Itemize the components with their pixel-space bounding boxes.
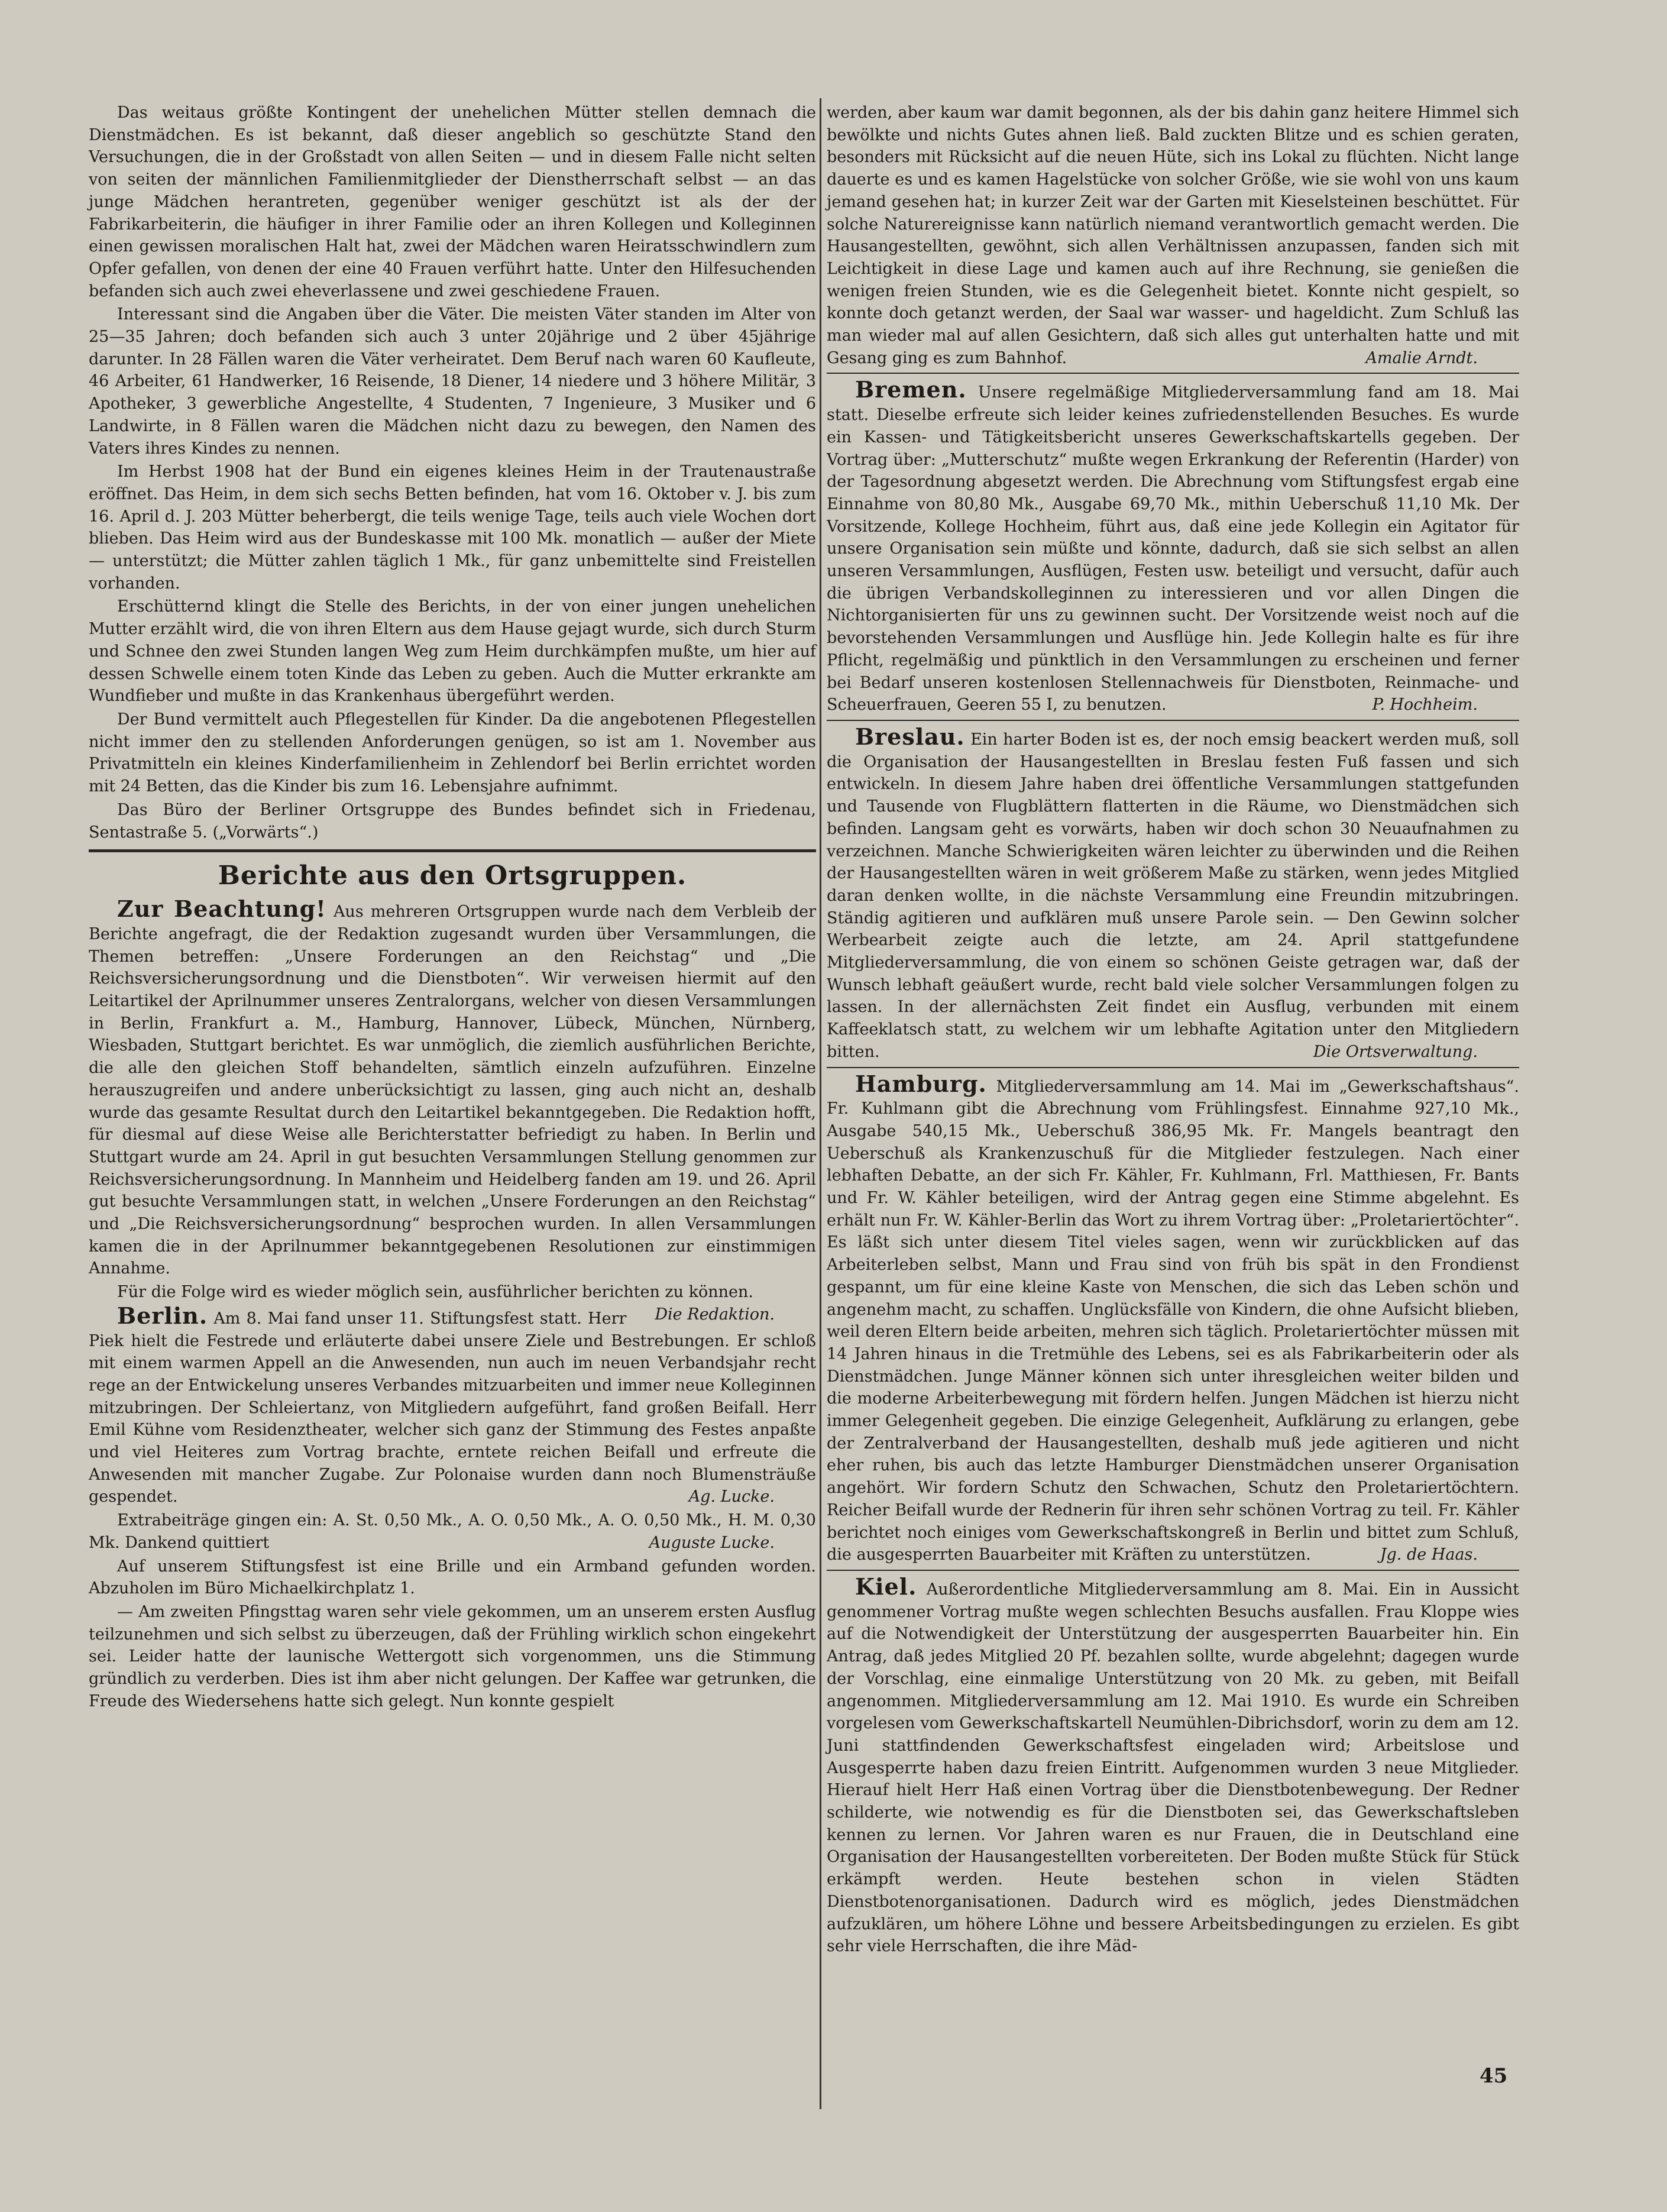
signature: Auguste Lucke. (649, 1533, 775, 1552)
signature: Amalie Arndt. (1365, 348, 1478, 367)
report-title: Bremen. (855, 376, 967, 403)
column-divider (820, 98, 821, 2109)
paragraph (827, 102, 1519, 369)
signature: Jg. de Haas. (1380, 1545, 1478, 1564)
report-text: Am 8. Mai fand unser 11. Stiftungsfest statt. Herr Piek hielt die Festrede und erläuterte dabei unsere Ziele und Bestrebungen. Er schloß mit einem warmen Appell an die Anwesenden, nun auch im neuen Verbandsjahr recht rege an der Entwickelung unseres Verbandes mitzuarbeiten und immer neue Kolleginnen mitzubringen. Der Schleiertanz, von Mitgliedern aufgeführt, fand großen Beifall. Herr Emil Kühne vom Residenztheater, welcher sich ganz der Stimmung des Festes anpaßte und viel Heiteres zum Vortrag brachte, erntete reichen Beifall und erfreute die Anwesenden mit mancher Zugabe. Zur Polonaise wurden dann noch Blumensträuße gespendet. (89, 1309, 816, 1506)
notice-end: Für die Folge wird es wieder möglich sein, ausführlicher berichten zu können. (117, 1283, 753, 1302)
paragraph: Im Herbst 1908 hat der Bund ein eigenes kleines Heim in der Trautenaustraße eröffnet. Das Heim, in dem sich sechs Betten befinden, hat vom 16. Oktober v. J. bis zum 16. April d. J. 203 Mütter beherbergt, die teils wenige Tage, teils auch viele Wochen dort blieben. Das Heim wird aus der Bundeskasse mit 100 Mk. monatlich — außer der Miete — unterstützt; die Mütter zahlen täglich 1 Mk., für ganz unbemittelte sind Freistellen vorhanden. (89, 463, 816, 593)
signature: Die Redaktion. (655, 1305, 775, 1324)
paragraph: — Am zweiten Pfingsttag waren sehr viele gekommen, um an unserem ersten Ausflug teilzunehmen und sich selbst zu überzeugen, daß der Frühling wirklich schon eingekehrt sei. Leider hatte der launische Wettergott sich vorgenommen, uns die Stimmung gründlich zu verderben. Dies ist ihm aber nicht gelungen. Der Kaffee war getrunken, die Freude des Wiedersehens hatte sich gelegt. Nun konnte gespielt (89, 1603, 816, 1710)
report-text: Unsere regelmäßige Mitgliederversammlung fand am 18. Mai statt. Dieselbe erfreute sich leider keines zufriedenstellenden Besuches. Es wurde ein Kassen- und Tätigkeitsbericht unseres Gewerkschaftskartells gegeben. Der Vortrag über: „Mutterschutz“ mußte wegen Erkrankung der Referentin (Harder) von der Tagesordnung abgesetzt werden. Die Abrechnung vom Stiftungsfest ergab eine Einnahme von 80,80 Mk., Ausgabe 69,70 Mk., mithin Ueberschuß 11,10 Mk. Der Vorsitzende, Kollege Hochheim, führt aus, daß eine jede Kollegin ein Agitator für unsere Organisation sein müßte und könnte, dadurch, daß sie sich selbst an allen unseren Versammlungen, Ausflügen, Festen usw. beteiligt und versucht, dafür auch die übrigen Verbandskolleginnen zu interessieren und vor allen Dingen die Nichtorganisierten für uns zu gewinnen sucht. Der Vorsitzende weist noch auf die bevorstehenden Versammlungen und Ausflüge hin. Jede Kollegin halte es für ihre Pflicht, regelmäßig und pünktlich in den Versammlungen zu erscheinen und ferner bei Bedarf unseren kostenlosen Stellennachweis für Dienstboten, Reinmache- und Scheuerfrauen, Geeren 55 I, zu benutzen. (827, 383, 1519, 714)
report-title: Breslau. (855, 723, 965, 750)
report-title: Kiel. (855, 1573, 917, 1600)
report-text: Mitgliederversammlung am 14. Mai im „Gewerkschaftshaus“. Fr. Kuhlmann gibt die Abrechnung vom Frühlingsfest. Einnahme 927,10 Mk., Ausgabe 540,15 Mk., Ueberschuß 386,95 Mk. Fr. Mangels beantragt den Ueberschuß als Krankenzuschuß für die Mitglieder festzulegen. Nach einer lebhaften Debatte, an der sich Fr. Kähler, Fr. Kuhlmann, Frl. Matthiesen, Fr. Bants und Fr. W. Kähler beteiligen, wird der Antrag gegen eine Stimme abgelehnt. Es erhält nun Fr. W. Kähler-Berlin das Wort zu ihrem Vortrag über: „Proletariertöchter“. Es läßt sich unter diesem Titel vieles sagen, wenn wir zurückblicken auf das Arbeiterleben selbst, Mann und Frau sind von früh bis spät in den Frondienst gespannt, um für eine kleine Kaste von Menschen, die sich das Leben schön und angenehm macht, zu schaffen. Unglücksfälle von Kindern, die ohne Aufsicht blieben, weil deren Eltern beide arbeiten, mehren sich täglich. Proletariertöchter müssen mit 14 Jahren hinaus in die Tretmühle des Lebens, sei es als Fabrikarbeiterin oder als Dienstmädchen. Junge Männer können sich unter ihresgleichen weiter bilden und die moderne Arbeiterbewegung mit fördern helfen. Jungen Mädchen ist hierzu nicht immer Gelegenheit gegeben. Die einzige Gelegenheit, Aufklärung zu erlangen, gebe der Zentralverband der Hausangestellten, deshalb muß jede agitieren und nicht eher ruhen, bis auch das letzte Hamburger Dienstmädchen unserer Organisation angehört. Wir fordern Schutz den Schwachen, Schutz den Proletariertöchtern. Reicher Beifall wurde der Rednerin für ihren sehr schönen Vortrag zu teil. Fr. Kähler berichtet noch einiges vom Gewerkschaftskongreß in Berlin und bittet zum Schluß, die ausgesperrten Bauarbeiter mit Kräften zu unterstützen. (827, 1077, 1519, 1564)
paragraph (89, 1509, 816, 1554)
paragraph: Der Bund vermittelt auch Pflegestellen für Kinder. Da die angebotenen Pflegestellen nicht immer den zu stellenden Anforderungen genügen, so ist am 1. November aus Privatmitteln ein kleines Kinderfamilienheim in Zehlendorf bei Berlin errichtet worden mit 24 Betten, das die Kinder bis zum 16. Lebensjahre aufnimmt. (89, 710, 816, 796)
report-text: Extrabeiträge gingen ein: A. St. 0,50 Mk., A. O. 0,50 Mk., A. O. 0,50 Mk., H. M. 0,30 Mk. Dankend quittiert (89, 1511, 816, 1552)
notice-paragraph (89, 895, 816, 1280)
section-heading: Berichte aus den Ortsgruppen. (218, 861, 687, 891)
report-breslau (827, 723, 1519, 1063)
report-rule (827, 720, 1519, 721)
signature: Ag. Lucke. (688, 1487, 775, 1506)
report-rule (827, 373, 1519, 374)
signature: P. Hochheim. (1372, 696, 1478, 714)
report-title: Hamburg. (855, 1070, 987, 1097)
report-hamburg (827, 1070, 1519, 1566)
paragraph: Das weitaus größte Kontingent der unehelichen Mütter stellen demnach die Dienstmädchen. Es ist bekannt, daß dieser angeblich so geschützte Stand den Versuchungen, die in der Großstadt von allen Seiten — und in diesem Falle nicht selten von seiten der männlichen Familienmitglieder der Dienstherrschaft selbst — an das junge Mädchen herantreten, gegenüber weniger geschützt ist als der der Fabrikarbeiterin, die häufiger in ihrer Familie oder an ihren Kollegen und Kolleginnen einen gewissen moralischen Halt hat, zwei der Mädchen waren Heiratsschwindlern zum Opfer gefallen, von denen der eine 40 Frauen verführt hatte. Unter den Hilfesuchenden befanden sich auch zwei eheverlassene und zwei geschiedene Frauen. (89, 104, 816, 300)
report-text: werden, aber kaum war damit begonnen, als der bis dahin ganz heitere Himmel sich bewölkte und nichts Gutes ahnen ließ. Bald zuckten Blitze und es schien geraten, besonders mit Rücksicht auf die neuen Hüte, sich ins Lokal zu flüchten. Nicht lange dauerte es und es kamen Hagelstücke von solcher Größe, wie sie wohl von uns kaum jemand gesehen hat; in kurzer Zeit war der Garten mit Kieselsteinen beschüttet. Für solche Naturereignisse kann natürlich niemand verantwortlich gemacht werden. Die Hausangestellten, gewöhnt, sich allen Verhältnissen anzupassen, fanden sich mit Leichtigkeit in diese Lage und kamen auch auf ihre Rechnung, sie genießen die wenigen freien Stunden, wie es die Gelegenheit bietet. Konnte nicht gespielt, so konnte doch getanzt werden, der Saal war wasser- und hageldicht. Zum Schluß las man wieder mal auf allen Gesichtern, daß sich alles gut unterhalten hatte und mit Gesang ging es zum Bahnhof. (827, 104, 1519, 367)
paragraph: Auf unserem Stiftungsfest ist eine Brille und ein Armband gefunden worden. Abzuholen im Büro Michaelkirchplatz 1. (89, 1557, 816, 1598)
report-kiel (827, 1573, 1519, 1958)
report-rule (827, 1067, 1519, 1068)
report-text: Ein harter Boden ist es, der noch emsig beackert werden muß, soll die Organisation der Hausangestellten in Breslau festen Fuß fassen und sich entwickeln. In diesem Jahre haben drei öffentliche Versammlungen stattgefunden und Tausende von Flugblättern flatterten in die Räume, wo Dienstmädchen sich befinden. Langsam geht es vorwärts, haben wir doch schon 30 Neuaufnahmen zu verzeichnen. Manche Schwierigkeiten wären leichter zu überwinden und die Reihen der Hausangestellten wären in weit größerem Maße zu stärken, wenn jedes Mitglied daran denken wollte, in die nächste Versammlung eine Freundin mitzubringen. Ständig agitieren und aufklären muß unsere Parole sein. — Den Gewinn solcher Werbearbeit zeigte auch die letzte, am 24. April stattgefundene Mitgliederversammlung, die von einem so schönen Geiste getragen war, daß der Wunsch lebhaft geäußert wurde, recht bald viele solcher Versammlungen folgen zu lassen. In der allernächsten Zeit findet ein Ausflug, verbunden mit einem Kaffeeklatsch statt, zu welchem wir um lebhafte Agitation unter den Mitgliedern bitten. (827, 730, 1519, 1061)
report-text: Außerordentliche Mitgliederversammlung am 8. Mai. Ein in Aussicht genommener Vortrag mußte wegen schlechten Besuchs ausfallen. Frau Kloppe wies auf die Notwendigkeit der Unterstützung der ausgesperrten Bauarbeiter hin. Ein Antrag, daß jedes Mitglied 20 Pf. bezahlen sollte, wurde abgelehnt; dagegen wurde der Vorschlag, eine einmalige Unterstützung von 20 Mk. zu geben, mit Beifall angenommen. Mitgliederversammlung am 12. Mai 1910. Es wurde ein Schreiben vorgelesen vom Gewerkschaftskartell Neumühlen-Dibrichsdorf, worin zu dem am 12. Juni stattfindenden Gewerkschaftsfest eingeladen wird; Arbeitslose und Ausgesperrte haben dazu freien Eintritt. Aufgenommen wurden 3 neue Mitglieder. Hierauf hielt Herr Haß einen Vortrag über die Dienstbotenbewegung. Der Redner schilderte, wie notwendig es für die Dienstboten sei, das Gewerkschaftsleben kennen zu lernen. Vor Jahren waren es nur Frauen, die in Deutschland eine Organisation der Hausangestellten vorbereiteten. Der Boden mußte Stück für Stück erkämpft werden. Heute bestehen schon in vielen Städten Dienstbotenorganisationen. Dadurch wird es möglich, jedes Dienstmädchen aufzuklären, um höhere Löhne und bessere Arbeitsbedingungen zu erzielen. Es gibt sehr viele Herrschaften, die ihre Mäd- (827, 1580, 1519, 1956)
report-bremen (827, 376, 1519, 716)
left-column (89, 102, 816, 1714)
signature: Die Ortsverwaltung. (1313, 1042, 1478, 1061)
page-number: 45 (1480, 2064, 1508, 2088)
paragraph: Erschütternd klingt die Stelle des Berichts, in der von einer jungen unehelichen Mutter erzählt wird, die von ihren Eltern aus dem Hause gejagt wurde, sich durch Sturm und Schnee den zwei Stunden langen Weg zum Heim durchkämpfen mußte, um hier auf dessen Schwelle einem toten Kinde das Leben zu geben. Auch die Mutter erkrankte am Wundfieber und mußte in das Krankenhaus übergeführt werden. (89, 597, 816, 706)
report-title: Berlin. (117, 1302, 208, 1329)
section-rule (89, 849, 816, 852)
notice-title: Zur Beachtung! (117, 895, 326, 923)
right-column (827, 102, 1519, 1959)
paragraph: Das Büro der Berliner Ortsgruppe des Bundes befindet sich in Friedenau, Sentastraße 5. („Vorwärts“.) (89, 800, 816, 842)
paragraph: Interessant sind die Angaben über die Väter. Die meisten Väter standen im Alter von 25—35 Jahren; doch befanden sich auch 3 unter 20jährige und 2 über 45jährige darunter. In 28 Fällen waren die Väter verheiratet. Dem Beruf nach waren 60 Kaufleute, 46 Arbeiter, 61 Handwerker, 16 Reisende, 18 Diener, 14 niedere und 3 höhere Militär, 3 Apotheker, 3 gewerbliche Angestellte, 4 Studenten, 7 Ingenieure, 3 Musiker und 6 Landwirte, in 8 Fällen waren die Mädchen nicht dazu zu bewegen, den Namen des Vaters ihres Kindes zu nennen. (89, 305, 816, 458)
report-berlin (89, 1302, 816, 1508)
report-rule (827, 1570, 1519, 1571)
notice-text: Aus mehreren Ortsgruppen wurde nach dem Verbleib der Berichte angefragt, die der Redaktion zugesandt wurden über Versammlungen, die Themen betreffen: „Unsere Forderungen an den Reichstag“ und „Die Reichsversicherungsordnung und die Dienstboten“. Wir verweisen hiermit auf den Leitartikel der Aprilnummer unseres Zentralorgans, welcher von diesen Versammlungen in Berlin, Frankfurt a. M., Hamburg, Hannover, Lübeck, München, Nürnberg, Wiesbaden, Stuttgart berichtet. Es war unmöglich, die ziemlich ausführlichen Berichte, die alle den gleichen Stoff behandelten, sämtlich einzeln aufzuführen. Einzelne herauszugreifen und andere unberücksichtigt zu lassen, ging auch nicht an, deshalb wurde das gesamte Resultat durch den Leitartikel bekanntgegeben. Die Redaktion hofft, für diesmal auf diese Weise alle Berichterstatter befriedigt zu haben. In Berlin und Stuttgart wurde am 24. April in gut besuchten Versammlungen Stellung genommen zur Reichsversicherungsordnung. In Mannheim und Heidelberg fanden am 19. und 26. April gut besuchte Versammlungen statt, in welchen „Unsere Forderungen an den Reichstag“ und „Die Reichsversicherungsordnung“ besprochen wurden. In allen Versammlungen kamen die in der Aprilnummer bekanntgegebenen Resolutionen zur einstimmigen Annahme. (89, 903, 816, 1278)
